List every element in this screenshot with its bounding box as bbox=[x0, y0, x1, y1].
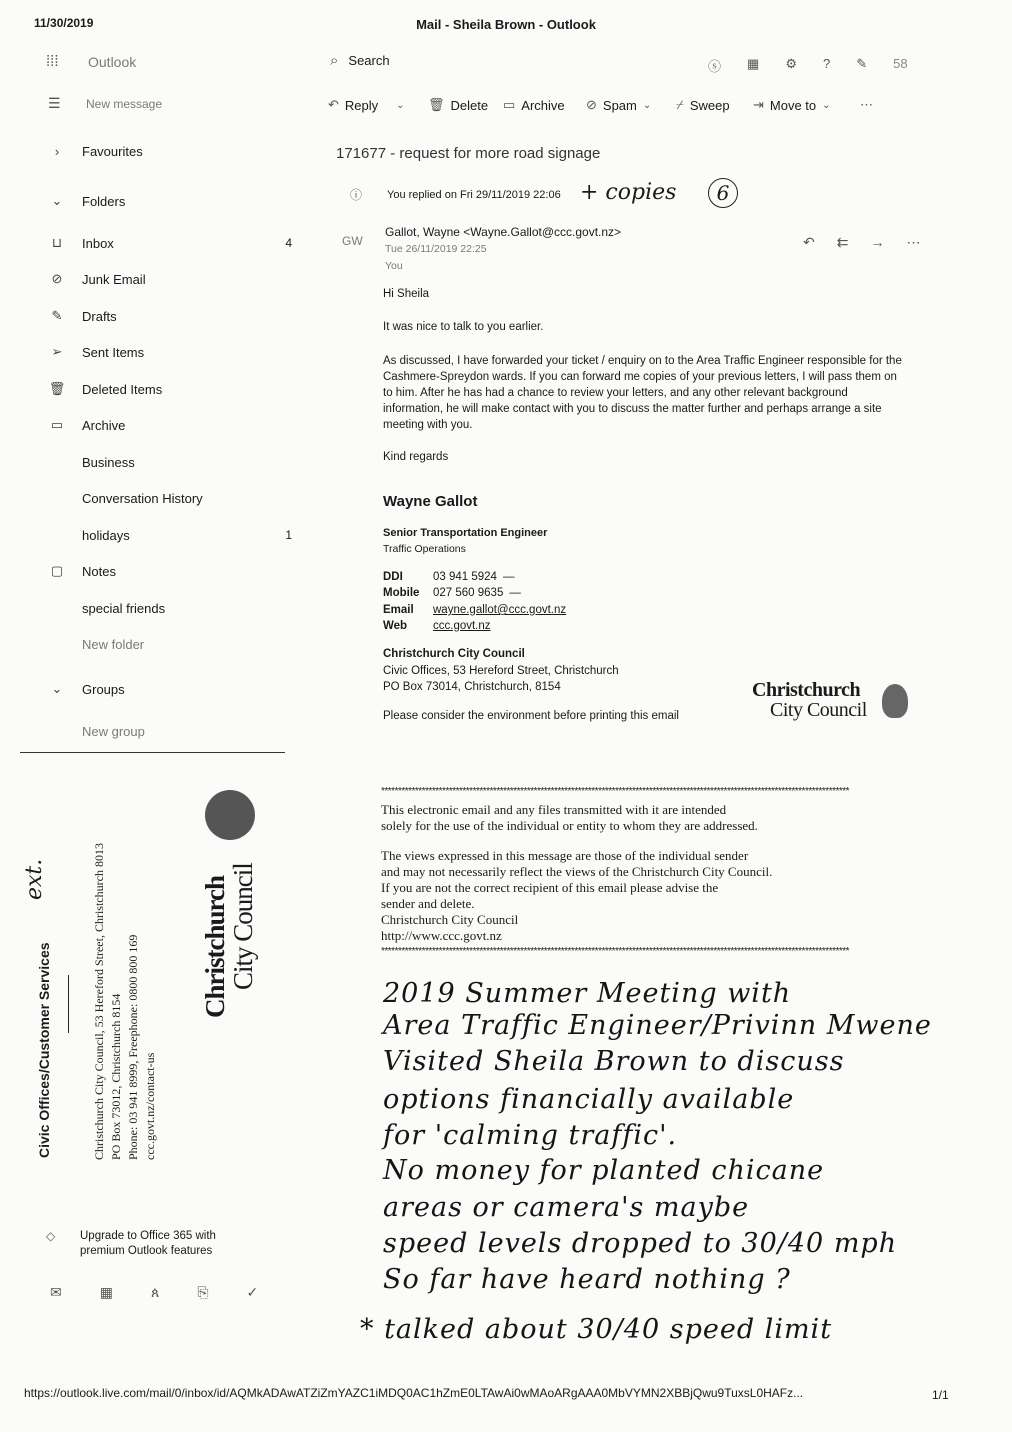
signature-org: Christchurch City Council bbox=[383, 648, 525, 660]
print-title: Mail - Sheila Brown - Outlook bbox=[416, 17, 596, 32]
forward-icon[interactable]: → bbox=[870, 234, 885, 250]
favourites-toggle[interactable]: › Favourites bbox=[46, 140, 296, 162]
handwritten-line-5: for 'calming traffic'. bbox=[383, 1120, 678, 1151]
broom-icon: ⌿ bbox=[676, 97, 684, 112]
sidebar-item-holidays[interactable]: holidays 1 bbox=[82, 527, 292, 543]
body-para-2: As discussed, I have forwarded your ticket / enquiry on to the Area Traffic Engineer responsible for the Cashmere-Spreydon wards. If you can forward me copies of your previous letters, I will pass them on to him. After he has had a chance to review your letters, and any other relevant background information, he will make contact with you to discuss the matter further and perhaps arrange a site meeting with you. bbox=[383, 355, 902, 431]
signature-address2: PO Box 73014, Christchurch, 8154 bbox=[383, 681, 561, 693]
app-name: Outlook bbox=[88, 54, 137, 70]
app-launcher-icon[interactable]: ⁞⁞⁞ bbox=[46, 53, 59, 70]
calendar-icon[interactable]: ▦ bbox=[747, 56, 760, 71]
signature-name: Wayne Gallot bbox=[383, 493, 478, 510]
stamp-line4: ccc.govt.nz/contact-us bbox=[143, 1052, 157, 1160]
sender[interactable]: Gallot, Wayne <Wayne.Gallot@ccc.govt.nz> bbox=[385, 225, 622, 239]
sidebar-item-deleted[interactable]: 🗑 Deleted Items bbox=[46, 378, 296, 400]
search-label: Search bbox=[348, 53, 390, 68]
new-group-button[interactable]: New group bbox=[82, 723, 145, 739]
topbar-actions bbox=[708, 56, 908, 75]
handwritten-line-4: options financially available bbox=[383, 1084, 795, 1115]
help-icon[interactable]: ? bbox=[822, 56, 831, 71]
pencil-icon: ✎ bbox=[51, 308, 63, 323]
signature-mobile: Mobile 027 560 9635 — bbox=[383, 587, 521, 599]
block-icon: ⊘ bbox=[586, 97, 597, 112]
sidebar-item-new-folder[interactable]: New folder bbox=[82, 636, 145, 652]
app-switcher bbox=[50, 1284, 258, 1301]
attachment-icon[interactable]: ⎘ bbox=[197, 1284, 209, 1300]
email-date: Tue 26/11/2019 22:25 bbox=[385, 243, 487, 255]
folders-toggle[interactable]: ⌄ Folders bbox=[46, 190, 296, 212]
archive-button[interactable]: ▭ Archive bbox=[503, 97, 565, 113]
message-actions bbox=[803, 234, 920, 251]
handwritten-line-3: Visited Sheila Brown to discuss bbox=[383, 1046, 845, 1077]
more-icon: ⋯ bbox=[860, 97, 873, 112]
email-subject: 171677 - request for more road signage bbox=[336, 145, 601, 162]
move-to-button[interactable]: ⇥ Move to ⌄ bbox=[753, 97, 831, 113]
reply-icon: ↶ bbox=[328, 97, 339, 112]
sidebar-item-notes[interactable]: ▢ Notes bbox=[46, 560, 296, 582]
inbox-icon: ⊔ bbox=[51, 235, 63, 250]
new-message-button[interactable]: New message bbox=[86, 97, 163, 111]
print-page-number: 1/1 bbox=[932, 1388, 949, 1402]
signature-web: Web ccc.govt.nz bbox=[383, 620, 491, 632]
chevron-right-icon: › bbox=[54, 143, 60, 159]
body-para-1: It was nice to talk to you earlier. bbox=[383, 321, 544, 333]
rewards-badge[interactable]: 58 bbox=[893, 56, 908, 71]
chevron-down-icon: ⌄ bbox=[51, 681, 63, 696]
signature-ddi: DDI 03 941 5924 — bbox=[383, 571, 515, 583]
more-actions-button[interactable] bbox=[860, 97, 873, 113]
stamp-line2: PO Box 73012, Christchurch 8154 bbox=[109, 993, 123, 1160]
signature-address1: Civic Offices, 53 Hereford Street, Christchurch bbox=[383, 665, 619, 677]
more-icon[interactable]: ⋯ bbox=[906, 234, 921, 250]
print-footer-url: https://outlook.live.com/mail/0/inbox/id/AQMkADAwATZiZmYAZC1iMDQ0AC1hZmE0LTAwAi0wMAoARgAAA0MbVYMN2XBBjQwu9TuxsL0HAFz... bbox=[24, 1386, 804, 1400]
skype-icon[interactable]: ⓢ bbox=[708, 59, 722, 74]
search-icon: ⌕ bbox=[330, 52, 339, 69]
reply-icon[interactable]: ↶ bbox=[803, 234, 815, 250]
archive-icon: ▭ bbox=[50, 417, 64, 432]
reply-all-icon[interactable]: ⇇ bbox=[836, 234, 849, 250]
sidebar-item-conversation-history[interactable]: Conversation History bbox=[82, 490, 203, 506]
spam-button[interactable]: ⊘ Spam ⌄ bbox=[586, 97, 652, 113]
hamburger-menu-icon[interactable]: ☰ bbox=[48, 95, 61, 111]
stamp-logo-line2: City Council bbox=[228, 863, 258, 990]
archive-icon: ▭ bbox=[503, 97, 516, 112]
stamp-line3: Phone: 03 941 8999, Freephone: 0800 800 169 bbox=[126, 934, 140, 1160]
mail-icon[interactable]: ✉ bbox=[50, 1284, 62, 1300]
closing: Kind regards bbox=[383, 451, 449, 463]
handwritten-circle: 6 bbox=[708, 178, 738, 208]
junk-icon: ⊘ bbox=[51, 271, 63, 286]
sidebar-item-business[interactable]: Business bbox=[82, 454, 135, 470]
calendar-icon[interactable]: ▦ bbox=[99, 1284, 113, 1300]
people-icon[interactable]: ጰ bbox=[150, 1284, 160, 1300]
handwritten-line-7: areas or camera's maybe bbox=[383, 1192, 750, 1223]
unread-count: 1 bbox=[285, 528, 292, 542]
handwritten-line-2: Area Traffic Engineer/Privinn Mwene bbox=[383, 1010, 932, 1041]
todo-icon[interactable]: ✓ bbox=[246, 1284, 259, 1300]
handwritten-stroke bbox=[68, 975, 69, 1033]
sidebar-item-inbox[interactable]: ⊔ Inbox 4 bbox=[46, 232, 296, 254]
signature-title: Senior Transportation Engineer bbox=[383, 527, 548, 539]
groups-toggle[interactable]: ⌄ Groups bbox=[46, 678, 296, 700]
upgrade-link[interactable]: Upgrade to Office 365 with premium Outlook features bbox=[80, 1230, 216, 1257]
handwritten-line-1: 2019 Summer Meeting with bbox=[383, 978, 792, 1009]
sweep-button[interactable]: ⌿ Sweep bbox=[676, 97, 730, 113]
signature-dept: Traffic Operations bbox=[383, 543, 466, 555]
reply-button[interactable]: ↶ Reply ⌄ bbox=[328, 97, 405, 113]
sidebar-item-junk[interactable]: ⊘ Junk Email bbox=[46, 268, 296, 290]
signature-email: Email wayne.gallot@ccc.govt.nz bbox=[383, 604, 567, 616]
print-date: 11/30/2019 bbox=[34, 16, 94, 30]
chevron-down-icon[interactable]: ⌄ bbox=[642, 99, 652, 111]
council-logo-icon bbox=[882, 684, 908, 718]
chevron-down-icon: ⌄ bbox=[51, 193, 63, 208]
info-icon: ⓘ bbox=[350, 188, 363, 202]
greeting: Hi Sheila bbox=[383, 288, 430, 300]
handwritten-line-8: speed levels dropped to 30/40 mph bbox=[383, 1228, 898, 1259]
unread-count: 4 bbox=[285, 236, 292, 250]
handwritten-line-9: So far have heard nothing ? bbox=[383, 1264, 791, 1295]
stamp-dept: Civic Offices/Customer Services bbox=[36, 942, 52, 1158]
divider bbox=[20, 752, 285, 753]
search-box[interactable] bbox=[330, 52, 390, 69]
trash-icon: 🗑 bbox=[428, 97, 445, 112]
chevron-down-icon[interactable]: ⌄ bbox=[396, 99, 405, 111]
whats-new-icon[interactable]: ✎ bbox=[856, 56, 868, 71]
sidebar-item-archive[interactable]: ▭ Archive bbox=[46, 414, 296, 436]
council-logo-icon bbox=[205, 790, 255, 840]
recipient[interactable]: You bbox=[385, 260, 403, 272]
send-icon: ➢ bbox=[51, 344, 63, 359]
handwritten-ext: ext. bbox=[22, 858, 47, 900]
trash-icon: 🗑 bbox=[48, 381, 66, 396]
sidebar-item-sent[interactable]: ➢ Sent Items bbox=[46, 341, 296, 363]
separator-stars: ****************************************************************************************************************************************** bbox=[381, 786, 850, 797]
handwritten-copies: + copies bbox=[580, 180, 677, 205]
avatar: GW bbox=[342, 234, 363, 248]
notes-icon: ▢ bbox=[50, 563, 64, 578]
settings-icon[interactable]: ⚙ bbox=[785, 56, 797, 71]
council-logo-text: Christchurch City Council bbox=[752, 679, 867, 721]
delete-button[interactable]: 🗑 Delete bbox=[428, 97, 489, 113]
stamp-line1: Christchurch City Council, 53 Hereford Street, Christchurch 8013 bbox=[92, 843, 106, 1160]
disclaimer: This electronic email and any files transmitted with it are intended solely for the use of the individual or entity to whom they are addressed. The views expressed in this message are those of the individual sender and may not necessarily reflect the views of the Christchurch City Council. If you are not the correct recipient of this email please advise the sender and delete. Christchurch City Council http://www.ccc.govt.nz bbox=[381, 802, 773, 943]
stamp-logo-line1: Christchurch bbox=[200, 875, 230, 1018]
handwritten-line-10: * talked about 30/40 speed limit bbox=[360, 1314, 833, 1345]
separator-stars: ****************************************************************************************************************************************** bbox=[381, 946, 850, 957]
sidebar-item-drafts[interactable]: ✎ Drafts bbox=[46, 305, 296, 327]
replied-notice[interactable]: You replied on Fri 29/11/2019 22:06 bbox=[387, 189, 561, 201]
env-note: Please consider the environment before printing this email bbox=[383, 710, 679, 722]
folder-move-icon: ⇥ bbox=[753, 97, 764, 112]
handwritten-line-6: No money for planted chicane bbox=[383, 1155, 825, 1186]
chevron-down-icon[interactable]: ⌄ bbox=[822, 99, 831, 111]
diamond-icon: ◇ bbox=[46, 1229, 56, 1243]
sidebar-item-special-friends[interactable]: special friends bbox=[82, 600, 166, 616]
